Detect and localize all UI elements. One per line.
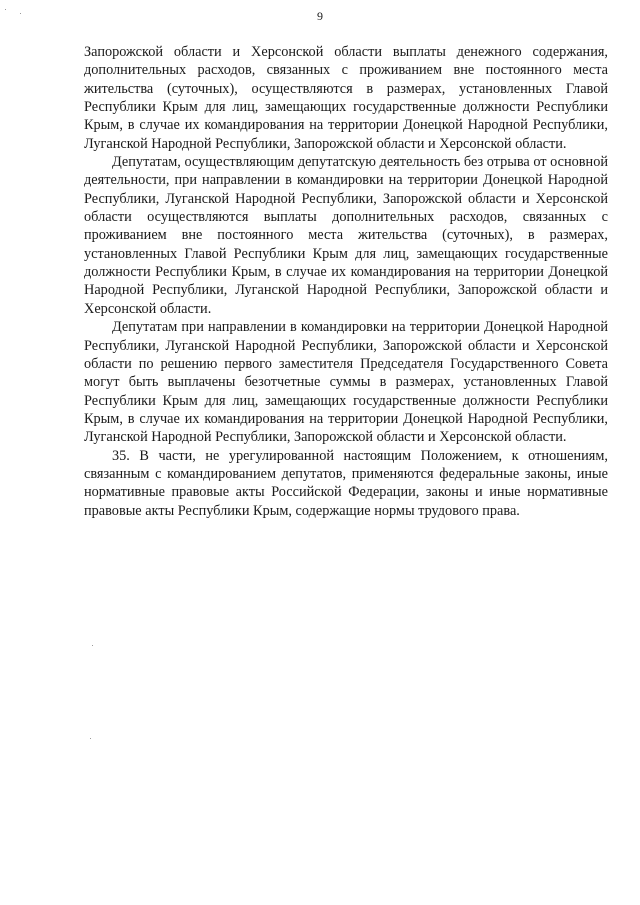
- paragraph-3: Депутатам при направлении в командировки на территории Донецкой Народной Республики, Луганской Народной Республики, Запорожской области и Херсонской области по решению первого заместителя Председателя Государственного Совета могут быть выплачены безотчетные суммы в размерах, установленных Главой Республики Крым для лиц, замещающих государственные должности Республики Крым, в случае их командирования на территории Донецкой Народной Республики, Луганской Народной Республики, Запорожской области и Херсонской области.: [84, 319, 608, 446]
- paragraph-1: Запорожской области и Херсонской области выплаты денежного содержания, дополнительных расходов, связанных с проживанием вне постоянного места жительства (суточных), осуществляются в размерах, установленных Главой Республики Крым для лиц, замещающих государственные должности Республики Крым, в случае их командирования на территории Донецкой Народной Республики, Луганской Народной Республики, Запорожской области и Херсонской области.: [84, 44, 608, 152]
- page-number: 9: [317, 9, 323, 23]
- document-body: [84, 43, 608, 520]
- scan-speck: [20, 13, 21, 14]
- paragraph-2: Депутатам, осуществляющим депутатскую деятельность без отрыва от основной деятельности, при направлении в командировки на территории Донецкой Народной Республики, Луганской Народной Республики, Запорожской области и Херсонской области осуществляются выплаты дополнительных расходов, связанных с проживанием вне постоянного места жительства (суточных), в размерах, установленных Главой Республики Крым для лиц, замещающих государственные должности Республики Крым, в случае их командирования на территории Донецкой Народной Республики, Луганской Народной Республики, Запорожской области и Херсонской области.: [84, 154, 608, 317]
- scan-speck: [5, 9, 6, 10]
- scan-speck: [92, 645, 93, 646]
- paragraph-35: 35. В части, не урегулированной настоящим Положением, к отношениям, связанным с командированием депутатов, применяются федеральные законы, иные нормативные правовые акты Российской Федерации, законы и иные нормативные правовые акты Республики Крым, содержащие нормы трудового права.: [84, 447, 608, 519]
- scan-speck: [90, 738, 91, 739]
